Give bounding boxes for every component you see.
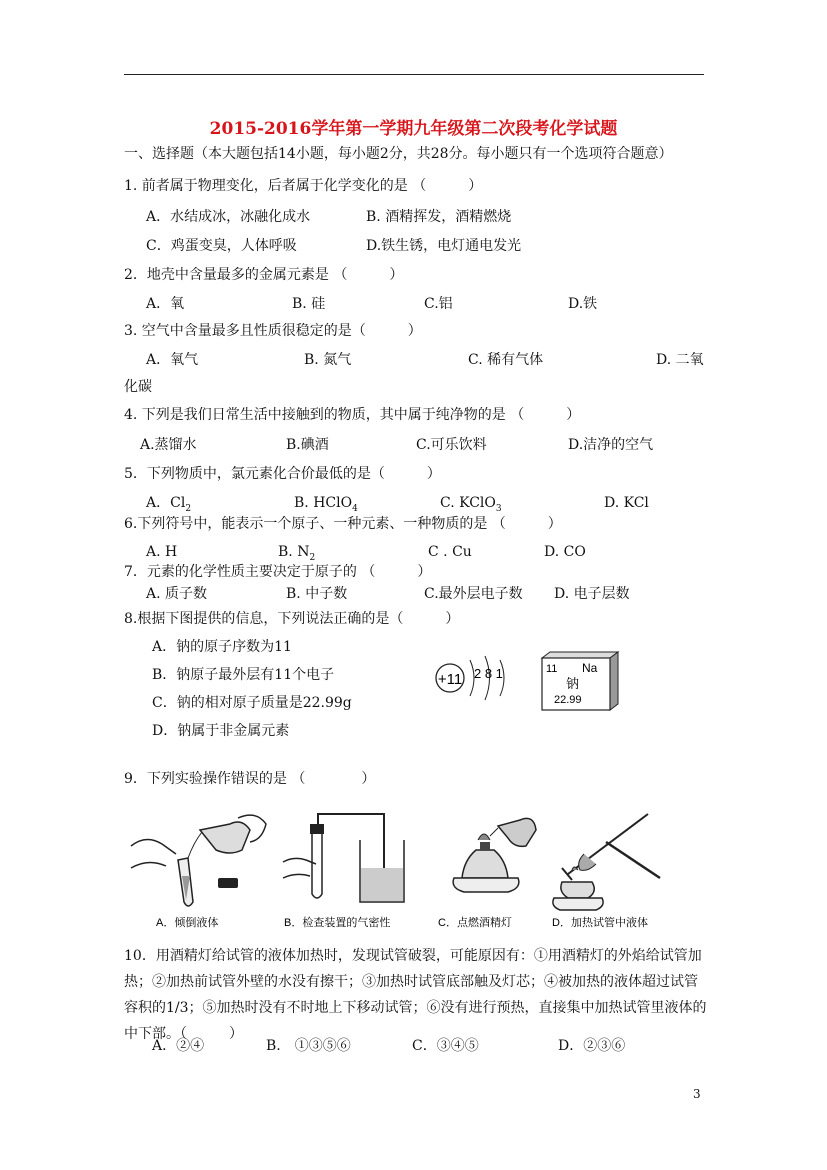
q4-option-d: D.洁净的空气 xyxy=(568,437,654,453)
q10-option-c: C．③④⑤ xyxy=(412,1038,479,1054)
q7-option-b: B. 中子数 xyxy=(286,586,348,602)
exam-title: 2015-2016学年第一学期九年级第二次段考化学试题 xyxy=(209,119,618,139)
q3-option-d: D. 二氧 xyxy=(656,352,704,368)
q1-option-c: C．鸡蛋变臭，人体呼吸 xyxy=(146,238,297,254)
q2-option-b: B. 硅 xyxy=(292,296,326,312)
q8-option-d: D．钠属于非金属元素 xyxy=(152,723,290,739)
q5-stem: 5．下列物质中，氯元素化合价最低的是（ ） xyxy=(124,466,441,482)
q7-option-d: D. 电子层数 xyxy=(554,586,630,602)
q5-option-b: B. HClO$_4$ xyxy=(294,495,358,514)
q8-option-a: A．钠的原子序数为11 xyxy=(152,639,292,655)
page-number: 3 xyxy=(693,1087,701,1101)
q8-option-c: C．钠的相对原子质量是22.99g xyxy=(152,695,352,711)
q1-option-b: B. 酒精挥发，酒精燃烧 xyxy=(366,209,512,225)
q3-option-a: A．氧气 xyxy=(146,352,199,368)
q4-option-b: B.碘酒 xyxy=(286,437,329,453)
figure-b-caption: B．检查装置的气密性 xyxy=(284,917,391,929)
q5-option-a: A．$Cl_2$ xyxy=(146,495,192,514)
q2-option-c: C.铝 xyxy=(424,296,453,312)
figure-c-caption: C．点燃酒精灯 xyxy=(438,917,512,929)
element-name: 钠 xyxy=(566,677,580,692)
q3-option-d-continued: 化碳 xyxy=(124,379,152,395)
q2-option-a: A．氧 xyxy=(146,296,185,312)
q4-option-c: C.可乐饮料 xyxy=(416,437,487,453)
q6-option-c: C . Cu xyxy=(428,544,472,560)
q4-option-a: A.蒸馏水 xyxy=(140,437,197,453)
q5-option-d: D. KCl xyxy=(604,495,649,511)
q1-option-d: D.铁生锈，电灯通电发光 xyxy=(366,238,522,254)
q1-option-a: A．水结成冰，冰融化成水 xyxy=(146,209,311,225)
periodic-table-cell xyxy=(540,650,620,712)
nucleus-charge: +11 xyxy=(437,671,463,688)
section-heading: 一、选择题（本大题包括14小题，每小题2分，共28分。每小题只有一个选项符合题意） xyxy=(124,146,673,162)
q1-stem: 1. 前者属于物理变化，后者属于化学变化的是 （ ） xyxy=(124,178,483,194)
q8-stem: 8.根据下图提供的信息，下列说法正确的是（ ） xyxy=(124,611,460,627)
element-symbol: Na xyxy=(582,661,598,675)
q10-stem: 10．用酒精灯给试管的液体加热时，发现试管破裂，可能原因有：①用酒精灯的外焰给试管加热；②加热前试管外壁的水没有擦干；③加热时试管底部触及灯芯；④被加热的液体超过试管容积的1/3；⑤加热时没有不时地上下移动试管；⑥没有进行预热，直接集中加热试管里液体的中下部。（ ） xyxy=(124,948,707,1042)
figure-d-caption: D．加热试管中液体 xyxy=(552,917,648,929)
figure-lighting-lamp xyxy=(428,806,568,930)
q6-option-a: A. H xyxy=(146,544,178,560)
q6-option-b: B. $N_2$ xyxy=(278,544,316,563)
electron-counts: 2 8 1 xyxy=(474,666,503,681)
q6-option-d: D. CO xyxy=(544,544,586,560)
q7-option-c: C.最外层电子数 xyxy=(424,586,523,602)
figure-a-caption: A．倾倒液体 xyxy=(156,917,219,929)
q2-stem: 2．地壳中含量最多的金属元素是 （ ） xyxy=(124,267,404,283)
atomic-number: 11 xyxy=(546,663,558,675)
q3-stem: 3. 空气中含量最多且性质很稳定的是（ ） xyxy=(124,323,422,339)
figure-airtightness xyxy=(278,806,423,930)
figure-heating-tube xyxy=(548,806,678,930)
header-rule xyxy=(124,74,704,75)
q3-option-c: C. 稀有气体 xyxy=(468,352,544,368)
q9-stem: 9．下列实验操作错误的是 （ ） xyxy=(124,771,376,787)
q4-stem: 4. 下列是我们日常生活中接触到的物质，其中属于纯净物的是 （ ） xyxy=(124,407,581,423)
q8-option-b: B．钠原子最外层有11个电子 xyxy=(152,667,335,683)
atomic-mass: 22.99 xyxy=(554,694,582,706)
q3-option-b: B. 氮气 xyxy=(304,352,352,368)
q2-option-d: D.铁 xyxy=(568,296,598,312)
figure-pouring-liquid xyxy=(126,806,276,930)
sodium-atom-diagram xyxy=(430,652,530,708)
q10-option-d: D．②③⑥ xyxy=(558,1038,626,1054)
q5-option-c: C. KClO$_3$ xyxy=(440,495,502,514)
q10-option-b: B. ①③⑤⑥ xyxy=(266,1038,351,1054)
q7-stem: 7．元素的化学性质主要决定于原子的 （ ） xyxy=(124,564,432,580)
q10-option-a: A．②④ xyxy=(152,1038,205,1054)
q7-option-a: A. 质子数 xyxy=(146,586,208,602)
q6-stem: 6.下列符号中，能表示一个原子、一种元素、一种物质的是 （ ） xyxy=(124,516,562,532)
